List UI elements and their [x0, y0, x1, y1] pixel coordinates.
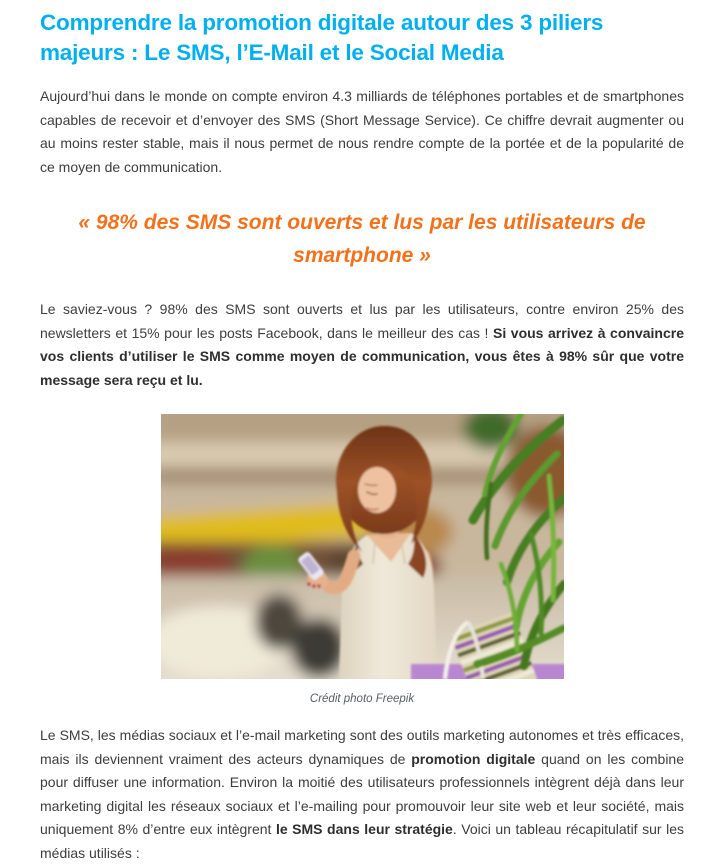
- closing-paragraph-part3: . Voici un tableau récapitulatif sur les médias utilisés :: [40, 821, 684, 861]
- intro-paragraph: Aujourd’hui dans le monde on compte environ 4.3 milliards de téléphones portables et de smartphones capables de recevoir et d’envoyer des SMS (Short Message Service). Ce chiffre devrait augmenter ou au moins rester stable, mais il nous permet de nous rendre compte de la portée et de la popularité de ce moyen de communication.: [40, 88, 684, 175]
- closing-paragraph: [40, 724, 684, 865]
- article-photo-illustration: [161, 414, 564, 679]
- closing-paragraph-bold1: promotion digitale: [411, 750, 536, 767]
- closing-paragraph-bold2: le SMS dans leur stratégie: [275, 821, 453, 837]
- stats-paragraph-normal: Le saviez-vous ? 98% des SMS sont ouverts et lus par les utilisateurs, contre environ 25% des newsletters et 15% pour les posts Facebook, dans le meilleur des cas !: [40, 301, 684, 341]
- closing-paragraph-part2: quand on les combine pour diffuser une information. Environ la moitié des utilisateurs professionnels intègrent déjà dans leur marketing digital les réseaux sociaux et l’e-mailing pour promouvoir leur site web et leur société, mais uniquement 8% d’entre eux intègrent: [40, 750, 684, 837]
- article-photo: [161, 414, 564, 679]
- stats-paragraph-bold: Si vous arrivez à convaincre vos clients d’utiliser le SMS comme moyen de communication, vous êtes à 98% sûr que votre message sera reçu et lu.: [40, 324, 684, 388]
- closing-paragraph-part1: Le SMS, les médias sociaux et l’e-mail marketing sont des outils marketing autonomes et très efficaces, mais ils deviennent vraiment des acteurs dynamiques de: [40, 727, 684, 767]
- stats-paragraph: [40, 298, 684, 392]
- article-title: Comprendre la promotion digitale autour des 3 piliers majeurs : Le SMS, l’E-Mail et le Social Media: [40, 10, 604, 65]
- pull-quote-text: « 98% des SMS sont ouverts et lus par les utilisateurs de smartphone »: [78, 211, 646, 267]
- photo-caption: Crédit photo Freepik: [309, 693, 415, 705]
- article-figure: [40, 414, 684, 705]
- pull-quote: [51, 206, 673, 272]
